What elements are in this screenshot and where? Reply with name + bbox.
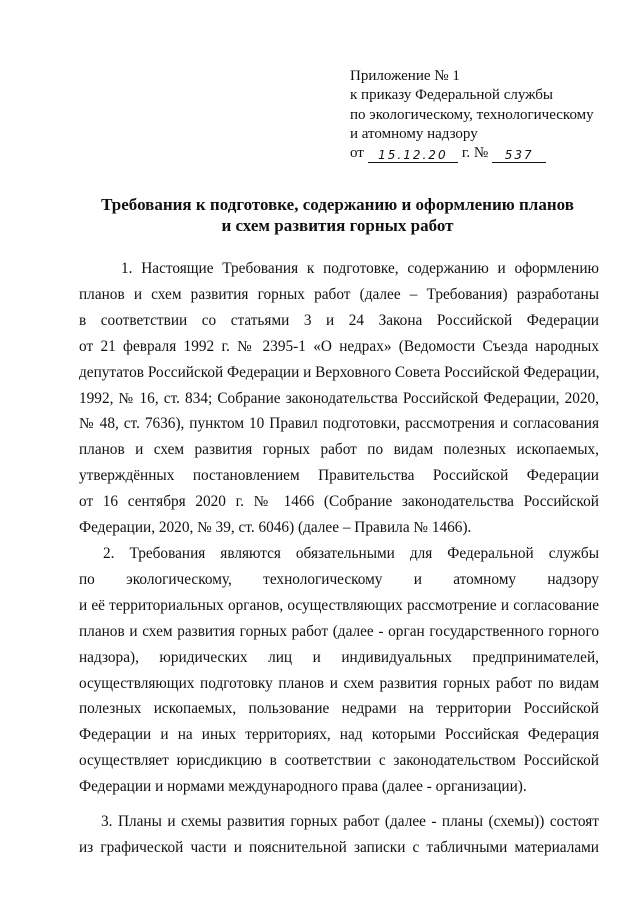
appendix-line: и атомному надзору bbox=[350, 125, 478, 142]
paragraph-2 bbox=[79, 541, 599, 800]
date-prefix: от bbox=[350, 145, 364, 162]
paragraph-1 bbox=[79, 256, 599, 541]
text-line: 3. Планы и схемы развития горных работ (далее - планы (схемы)) состоят bbox=[101, 813, 599, 831]
appendix-header bbox=[350, 67, 620, 163]
text-line: Федерации и нормами международного права (далее - организации). bbox=[79, 778, 527, 796]
handwritten-number: 537 bbox=[492, 148, 546, 163]
text-line: в соответствии со статьями 3 и 24 Закона Российской Федерации bbox=[79, 311, 599, 329]
text-line: полезных ископаемых, пользование недрами на территории Российской bbox=[79, 700, 599, 718]
paragraph-3 bbox=[79, 809, 599, 861]
text-line: планов и схем развития горных работ (далее - орган государственного горного bbox=[79, 622, 599, 640]
number-prefix: г. № bbox=[461, 145, 489, 162]
order-date-number bbox=[350, 144, 620, 163]
text-line: 2. Требования являются обязательными для Федеральной службы bbox=[103, 544, 599, 562]
title-line: и схем развития горных работ bbox=[221, 215, 454, 235]
text-line: из графической части и пояснительной записки с табличными материалами bbox=[79, 838, 599, 856]
text-line: планов и схем развития горных работ (далее – Требования) разработаны bbox=[79, 285, 599, 303]
document-body bbox=[79, 256, 599, 861]
text-line: Федерации, 2020, № 39, ст. 6046) (далее – Правила № 1466). bbox=[79, 519, 472, 537]
text-line: № 48, ст. 7636), пунктом 10 Правил подготовки, рассмотрения и согласования bbox=[79, 415, 599, 433]
text-line: осуществляющих подготовку планов и схем развития горных работ по видам bbox=[79, 674, 599, 692]
text-line: 1. Настоящие Требования к подготовке, содержанию и оформлению bbox=[121, 260, 599, 277]
appendix-line: к приказу Федеральной службы bbox=[350, 87, 554, 104]
text-line: утверждённых постановлением Правительства Российской Федерации bbox=[79, 467, 599, 485]
appendix-line: по экологическому, технологическому bbox=[350, 106, 594, 123]
text-line: по экологическому, технологическому и атомному надзору bbox=[79, 570, 599, 588]
text-line: осуществляет юрисдикцию в соответствии с законодательством Российской bbox=[79, 752, 599, 770]
text-line: от 16 сентября 2020 г. № 1466 (Собрание законодательства Российской bbox=[79, 493, 599, 511]
handwritten-date: 15.12.20 bbox=[368, 148, 458, 163]
appendix-line: Приложение № 1 bbox=[350, 68, 460, 84]
text-line: 1992, № 16, ст. 834; Собрание законодательства Российской Федерации, 2020, bbox=[79, 389, 599, 407]
document-title bbox=[70, 195, 605, 236]
text-line: планов и схем развития горных работ по видам полезных ископаемых, bbox=[79, 441, 599, 459]
text-line: Федерации и на иных территориях, над которыми Российская Федерация bbox=[79, 726, 599, 744]
text-line: от 21 февраля 1992 г. № 2395-1 «О недрах» (Ведомости Съезда народных bbox=[79, 337, 599, 355]
text-line: депутатов Российской Федерации и Верховного Совета Российской Федерации, bbox=[79, 363, 600, 381]
title-line: Требования к подготовке, содержанию и оформлению планов bbox=[101, 195, 574, 214]
text-line: и её территориальных органов, осуществляющих рассмотрение и согласование bbox=[79, 596, 599, 614]
text-line: надзора), юридических лиц и индивидуальных предпринимателей, bbox=[79, 648, 599, 666]
